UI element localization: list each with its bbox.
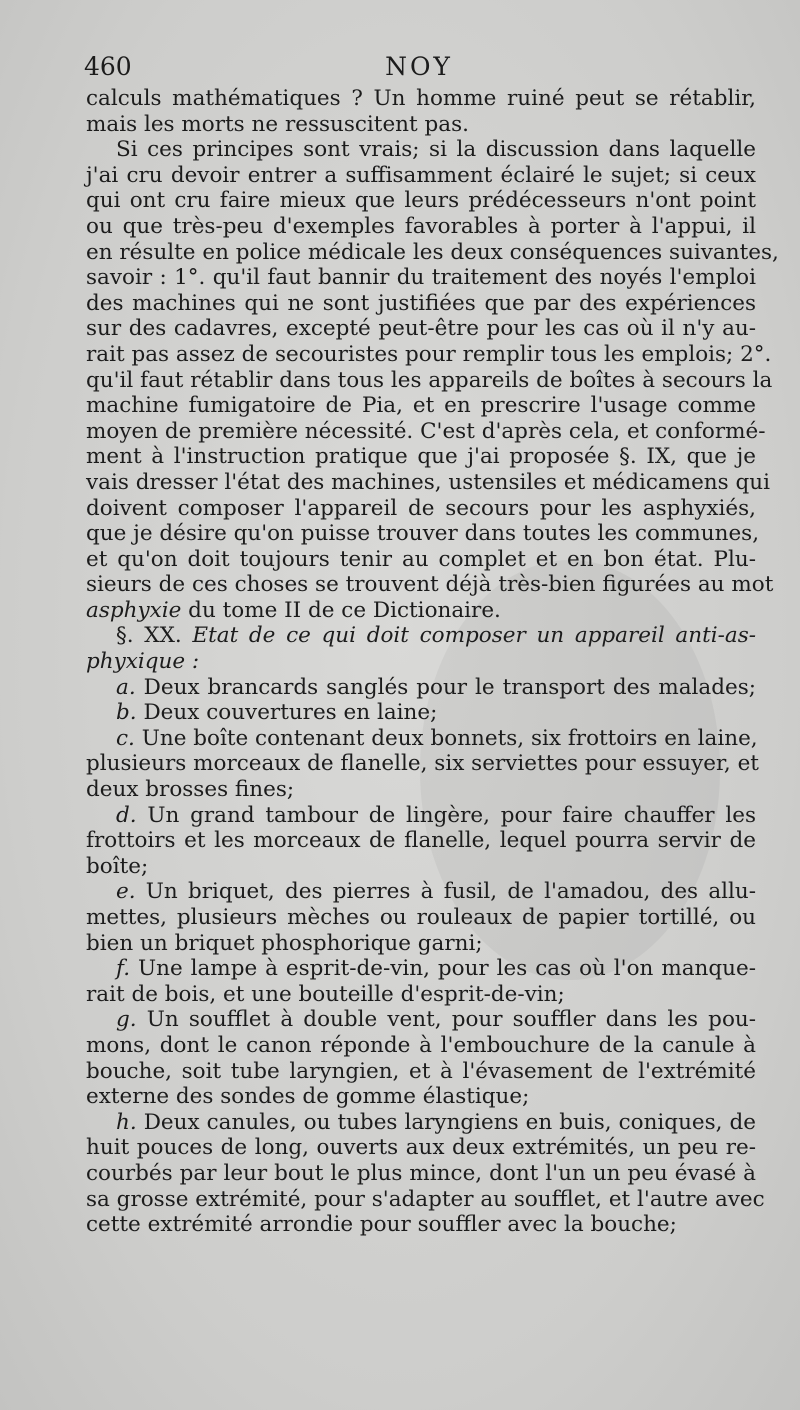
text-line: vais dresser l'état des machines, ustensiles et médicamens qui (86, 469, 771, 495)
text-line: frottoirs et les morceaux de flanelle, lequel pourra servir de (86, 828, 756, 854)
body-text (86, 86, 779, 1238)
text-line: phyxique : (86, 649, 200, 675)
text-line: ou que très-peu d'exemples favorables à porter à l'appui, il (86, 213, 756, 239)
italic-lead: e. (116, 879, 136, 905)
line-rest: Une boîte contenant deux bonnets, six frottoirs en laine, (134, 725, 758, 751)
text-line: plusieurs morceaux de flanelle, six serviettes pour essuyer, et (86, 751, 759, 777)
text-line: boîte; (86, 853, 149, 879)
page-number: 460 (84, 52, 132, 81)
line-rest: du tome II de ce Dictionaire. (181, 597, 501, 623)
line-rest: Une lampe à esprit-de-vin, pour les cas où l'on manque- (130, 956, 756, 982)
italic-lead: h. (116, 1109, 137, 1135)
text-line: Si ces principes sont vrais; si la discussion dans laquelle (116, 137, 756, 163)
text-line (86, 726, 756, 752)
text-line: savoir : 1°. qu'il faut bannir du traitement des noyés l'emploi (86, 265, 756, 291)
text-line (86, 700, 756, 726)
italic-lead: b. (116, 700, 137, 726)
text-line (86, 803, 756, 829)
text-line: sur des cadavres, excepté peut-être pour les cas où il n'y au- (86, 316, 756, 342)
line-rest: Deux brancards sanglés pour le transport des malades; (135, 674, 756, 700)
text-line: que je désire qu'on puisse trouver dans toutes les communes, (86, 521, 760, 547)
text-line: mons, dont le canon réponde à l'embouchure de la canule à (86, 1032, 756, 1058)
line-rest: Un grand tambour de lingère, pour faire chauffer les (136, 802, 756, 828)
text-line: machine fumigatoire de Pia, et en prescrire l'usage comme (86, 393, 756, 419)
text-line: externe des sondes de gomme élastique; (86, 1084, 530, 1110)
text-line (86, 623, 756, 649)
text-line: cette extrémité arrondie pour souffler avec la bouche; (86, 1212, 677, 1238)
text-line (86, 598, 756, 624)
section-mark: §. XX. (116, 623, 193, 649)
text-line: doivent composer l'appareil de secours pour les asphyxiés, (86, 495, 756, 521)
text-line (86, 675, 756, 701)
text-line (86, 1007, 756, 1033)
line-rest: Un briquet, des pierres à fusil, de l'amadou, des allu- (135, 879, 756, 905)
text-line: et qu'on doit toujours tenir au complet et en bon état. Plu- (86, 546, 756, 572)
text-line: bouche, soit tube laryngien, et à l'évasement de l'extrémité (86, 1058, 756, 1084)
text-line: calculs mathématiques ? Un homme ruiné peut se rétablir, (86, 86, 756, 111)
text-line: rait pas assez de secouristes pour remplir tous les emplois; 2°. (86, 341, 772, 367)
text-line: mais les morts ne ressuscitent pas. (86, 111, 469, 137)
running-head: NOY (385, 52, 453, 81)
text-line: huit pouces de long, ouverts aux deux extrémités, un peu re- (86, 1135, 756, 1161)
italic-lead: a. (116, 674, 136, 700)
text-line: moyen de première nécessité. C'est d'après cela, et conformé- (86, 418, 766, 444)
italic-lead: g. (116, 1007, 137, 1033)
text-line: sa grosse extrémité, pour s'adapter au soufflet, et l'autre avec (86, 1186, 765, 1212)
line-rest: Deux couvertures en laine; (136, 700, 438, 726)
section-title: Etat de ce qui doit composer un appareil anti-as- (192, 623, 756, 649)
line-rest: Un soufflet à double vent, pour souffler dans les pou- (136, 1007, 756, 1033)
text-line (86, 879, 756, 905)
text-line: qui ont cru faire mieux que leurs prédécesseurs n'ont point (86, 188, 756, 214)
text-line: j'ai cru devoir entrer a suffisamment éclairé le sujet; si ceux (86, 162, 756, 188)
italic-lead: c. (116, 725, 135, 751)
text-line: mettes, plusieurs mèches ou rouleaux de papier tortillé, ou (86, 905, 756, 930)
text-line (86, 1110, 756, 1136)
text-line: en résulte en police médicale les deux conséquences suivantes, (86, 239, 779, 265)
text-line: sieurs de ces choses se trouvent déjà très-bien figurées au mot (86, 572, 774, 598)
page-header (84, 52, 754, 86)
italic-lead: d. (116, 802, 137, 828)
line-rest: Deux canules, ou tubes laryngiens en buis, coniques, de (136, 1109, 756, 1135)
text-line: rait de bois, et une bouteille d'esprit-de-vin; (86, 981, 565, 1007)
text-line: deux brosses fines; (86, 777, 295, 803)
italic-lead: asphyxie (86, 597, 182, 623)
italic-lead: f. (116, 956, 131, 982)
text-line: courbés par leur bout le plus mince, dont l'un un peu évasé à (86, 1160, 756, 1186)
text-line: qu'il faut rétablir dans tous les appareils de boîtes à secours la (86, 367, 773, 393)
text-line (86, 956, 756, 982)
text-line: des machines qui ne sont justifiées que par des expériences (86, 290, 756, 316)
text-line: bien un briquet phosphorique garni; (86, 930, 483, 956)
text-line: ment à l'instruction pratique que j'ai proposée §. IX, que je (86, 444, 756, 470)
